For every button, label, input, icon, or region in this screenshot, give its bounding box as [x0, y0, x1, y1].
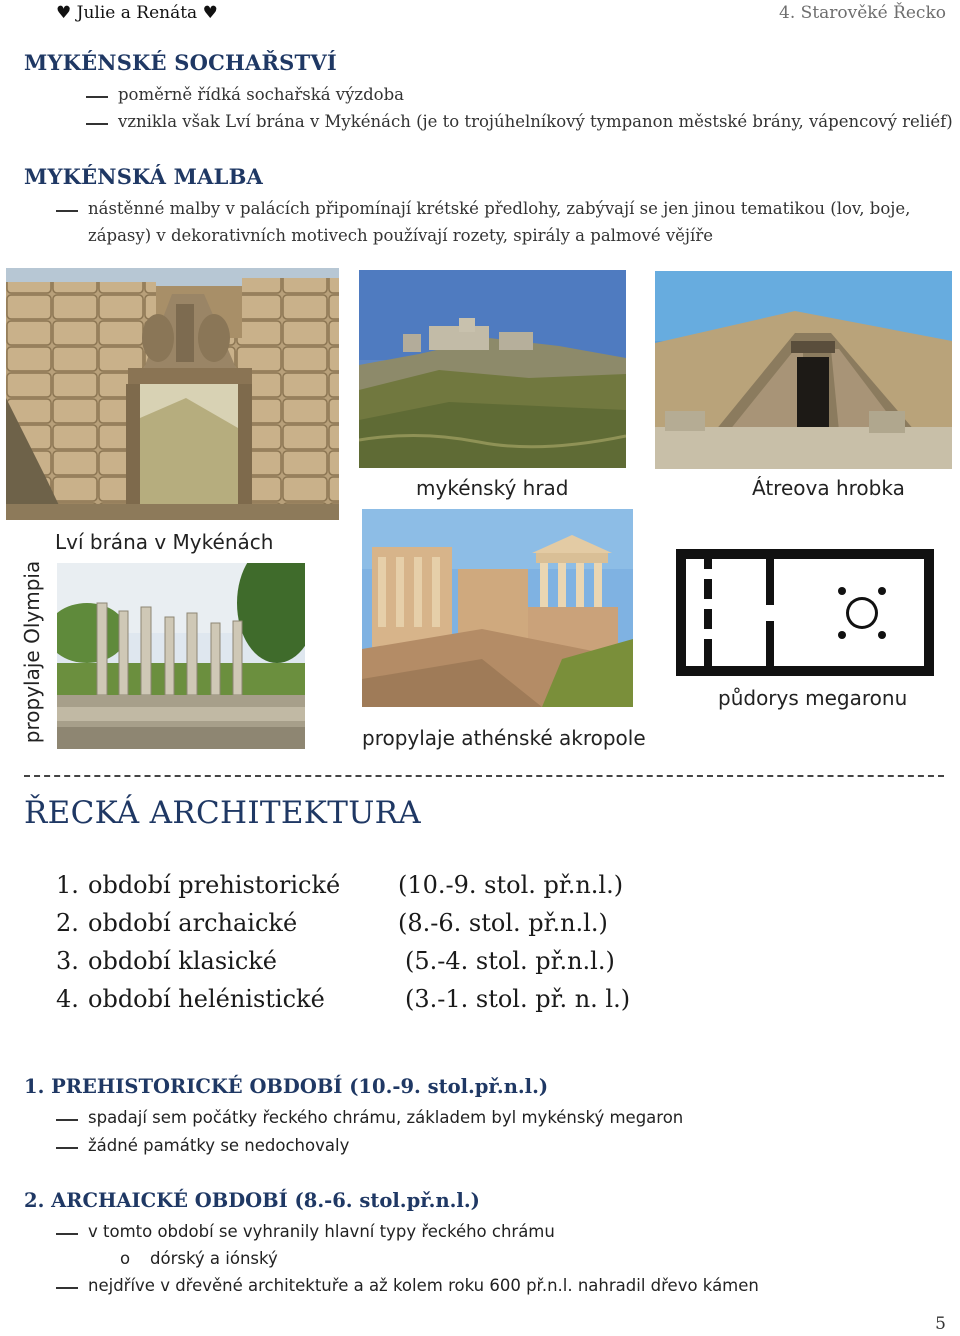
- olympia-photo: [57, 563, 305, 749]
- period-3-name: období klasické: [88, 947, 277, 975]
- prehistoric-item-1: spadají sem počátky řeckého chrámu, základem byl mykénský megaron: [88, 1108, 684, 1127]
- caption-acropolis: propylaje athénské akropole: [362, 726, 646, 750]
- caption-olympia: propylaje Olympia: [20, 560, 44, 744]
- painting-line-2: zápasy) v dekorativních motivech používají rozety, spirály a palmové vějíře: [88, 226, 713, 245]
- painting-heading: MYKÉNSKÁ MALBA: [24, 164, 264, 189]
- period-3-number: 3.: [56, 947, 79, 975]
- megaron-plan: [676, 549, 934, 676]
- period-3-dates: (5.-4. stol. př.n.l.): [405, 947, 615, 975]
- sculpture-item-1: poměrně řídká sochařská výzdoba: [118, 85, 405, 104]
- architecture-heading: ŘECKÁ ARCHITEKTURA: [24, 795, 421, 831]
- dash-icon: [56, 210, 78, 212]
- header-chapter: 4. Starověké Řecko: [779, 3, 946, 23]
- period-4-number: 4.: [56, 985, 79, 1013]
- period-2-name: období archaické: [88, 909, 298, 937]
- header-authors: ♥ Julie a Renáta ♥: [56, 3, 218, 23]
- caption-tomb: Átreova hrobka: [752, 476, 905, 500]
- sub-bullet-icon: o: [120, 1249, 131, 1268]
- caption-megaron: půdorys megaronu: [718, 686, 908, 710]
- painting-line-1: nástěnné malby v palácích připomínají krétské předlohy, zabývají se jen jinou tematikou (lov, boje,: [88, 199, 911, 218]
- period-1-name: období prehistorické: [88, 871, 341, 899]
- dash-icon: [56, 1287, 78, 1289]
- caption-castle: mykénský hrad: [416, 476, 569, 500]
- sculpture-heading: MYKÉNSKÉ SOCHAŘSTVÍ: [24, 50, 337, 75]
- castle-photo: [359, 270, 626, 468]
- acropolis-photo: [362, 509, 633, 707]
- period-4-dates: (3.-1. stol. př. n. l.): [405, 985, 631, 1013]
- archaic-subitem: dórský a iónský: [150, 1249, 278, 1268]
- dash-icon: [56, 1233, 78, 1235]
- dash-icon: [86, 96, 108, 98]
- archaic-heading: 2. ARCHAICKÉ OBDOBÍ (8.-6. stol.př.n.l.): [24, 1189, 480, 1212]
- period-2-number: 2.: [56, 909, 79, 937]
- period-4-name: období helénistické: [88, 985, 325, 1013]
- lion-gate-photo: [6, 268, 339, 520]
- archaic-item-1: v tomto období se vyhranily hlavní typy řeckého chrámu: [88, 1222, 555, 1241]
- dash-icon: [56, 1119, 78, 1121]
- dash-icon: [86, 123, 108, 125]
- prehistoric-heading: 1. PREHISTORICKÉ OBDOBÍ (10.-9. stol.př.n.l.): [24, 1075, 549, 1098]
- period-2-dates: (8.-6. stol. př.n.l.): [398, 909, 608, 937]
- dash-icon: [56, 1147, 78, 1149]
- period-1-dates: (10.-9. stol. př.n.l.): [398, 871, 624, 899]
- caption-lion-gate: Lví brána v Mykénách: [55, 530, 274, 554]
- sculpture-item-2: vznikla však Lví brána v Mykénách (je to trojúhelníkový tympanon městské brány, vápencový reliéf): [118, 112, 953, 131]
- period-1-number: 1.: [56, 871, 79, 899]
- prehistoric-item-2: žádné památky se nedochovaly: [88, 1136, 350, 1155]
- page-number: 5: [935, 1314, 946, 1334]
- archaic-item-2: nejdříve v dřevěné architektuře a až kolem roku 600 př.n.l. nahradil dřevo kámen: [88, 1276, 759, 1295]
- tomb-photo: [655, 271, 952, 469]
- dashed-separator: [24, 775, 944, 777]
